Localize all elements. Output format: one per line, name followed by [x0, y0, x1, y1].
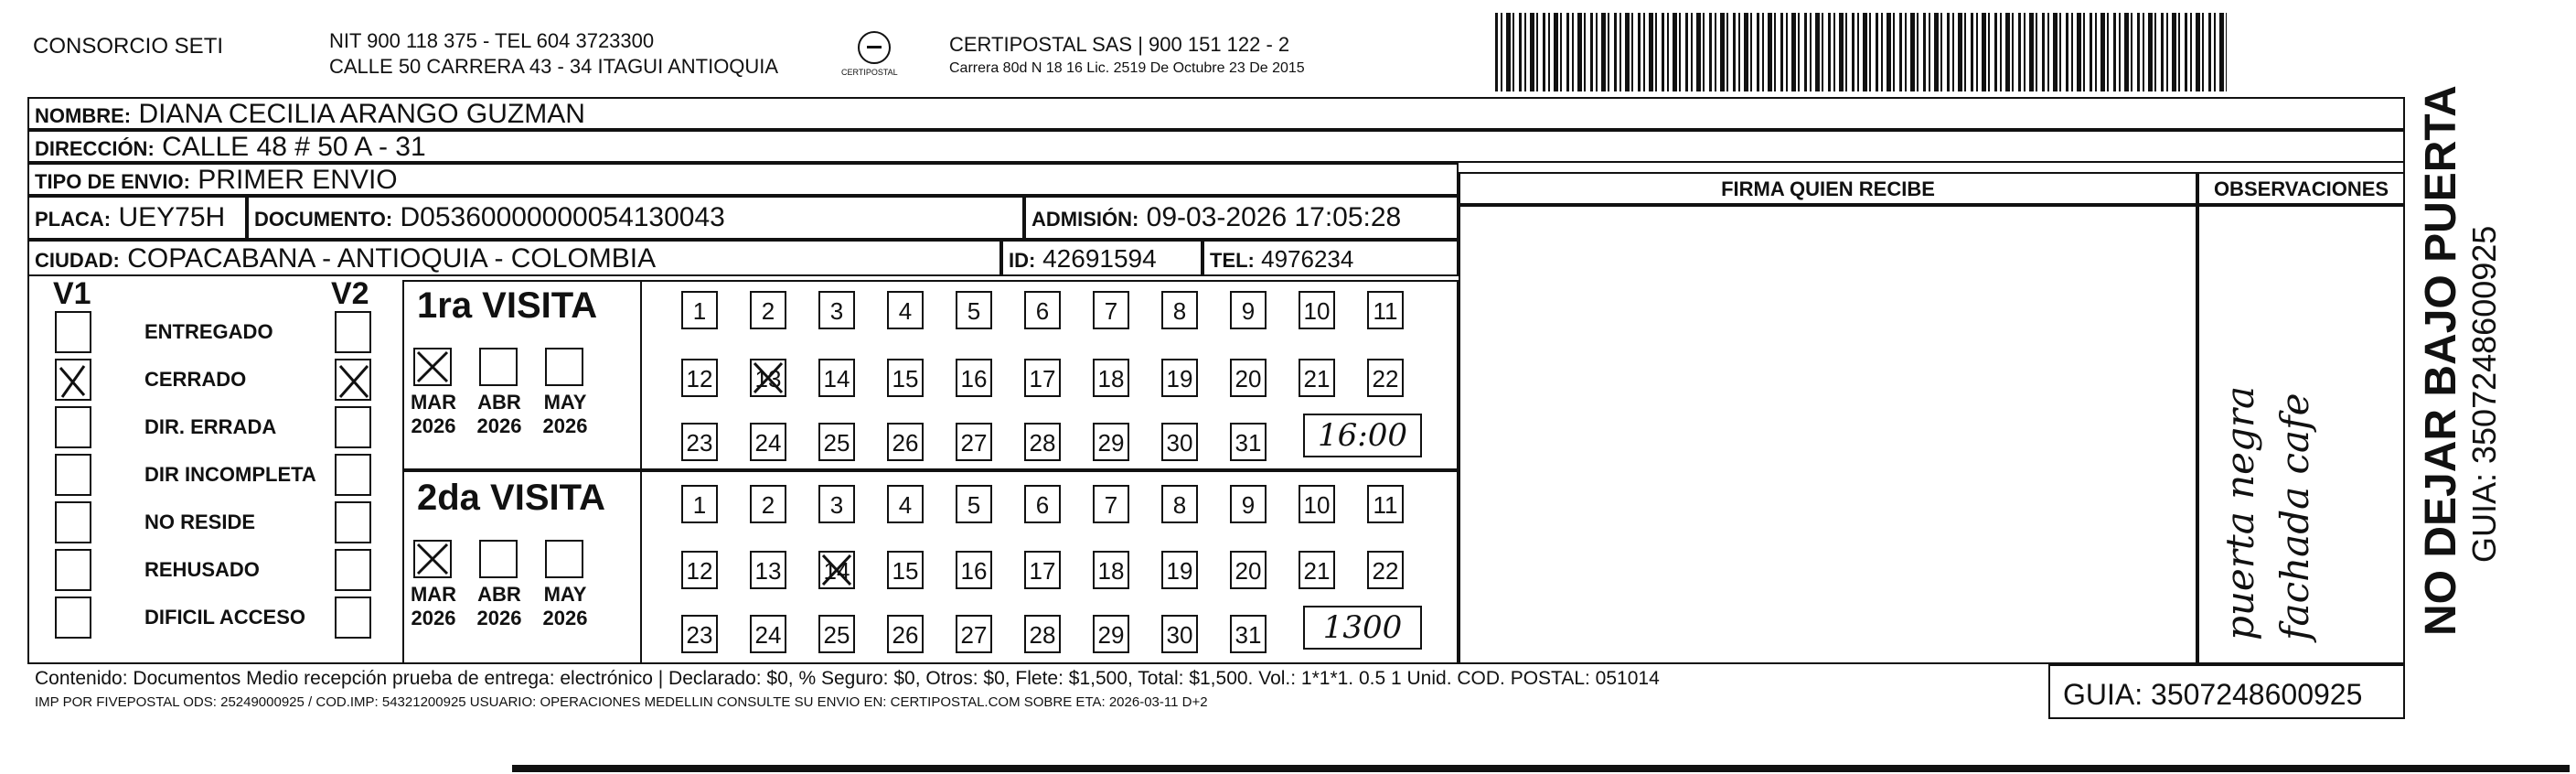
v1-checkbox[interactable] [55, 454, 91, 496]
cross-mark-icon [337, 360, 369, 399]
day-checkbox[interactable]: 3 [818, 291, 855, 329]
day-checkbox[interactable]: 5 [956, 291, 992, 329]
month-year: 2026 [476, 414, 522, 437]
month-year: 2026 [476, 607, 522, 629]
observation-note-1: puerta negra [2218, 385, 2262, 640]
day-checkbox[interactable]: 31 [1230, 423, 1267, 461]
bottom-edge [512, 765, 2570, 772]
status-label: DIR INCOMPLETA [144, 463, 316, 486]
month-label: MAR [410, 583, 457, 606]
day-checkbox[interactable]: 15 [887, 359, 924, 397]
v2-checkbox[interactable] [335, 359, 371, 401]
day-checkbox[interactable]: 26 [887, 423, 924, 461]
day-checkbox[interactable]: 2 [750, 291, 786, 329]
shipment-type: PRIMER ENVIO [198, 165, 398, 195]
day-checkbox[interactable]: 24 [750, 423, 786, 461]
second-visit-title: 2da VISITA [417, 478, 605, 518]
v1-checkbox[interactable] [55, 549, 91, 591]
recipient-name: DIANA CECILIA ARANGO GUZMAN [138, 99, 585, 129]
v2-checkbox[interactable] [335, 454, 371, 496]
id-label: ID: [1009, 249, 1036, 272]
day-checkbox[interactable]: 4 [887, 291, 924, 329]
day-checkbox[interactable]: 8 [1161, 485, 1198, 523]
status-label: NO RESIDE [144, 511, 256, 533]
day-checkbox[interactable]: 7 [1093, 485, 1129, 523]
day-checkbox[interactable]: 1 [681, 485, 718, 523]
day-checkbox[interactable]: 27 [956, 423, 992, 461]
day-checkbox[interactable]: 8 [1161, 291, 1198, 329]
signature-area [1459, 205, 2197, 664]
month-label: ABR [477, 583, 521, 606]
id-cell [1001, 240, 1202, 276]
document-cell [247, 196, 1024, 240]
month-label: ABR [477, 391, 521, 414]
cross-mark-icon [57, 360, 90, 399]
day-checkbox[interactable]: 29 [1093, 615, 1129, 653]
document-label: DOCUMENTO: [254, 208, 393, 231]
day-checkbox[interactable]: 23 [681, 423, 718, 461]
day-checkbox[interactable]: 6 [1024, 485, 1061, 523]
first-visit-time: 16:00 [1303, 414, 1422, 457]
day-checkbox[interactable]: 7 [1093, 291, 1129, 329]
logo-text: CERTIPOSTAL [841, 68, 898, 77]
second-visit-time: 1300 [1303, 606, 1422, 650]
status-label: REHUSADO [144, 558, 260, 581]
day-checkbox[interactable]: 15 [887, 551, 924, 589]
observation-note-2: fachada cafe [2272, 392, 2317, 640]
v1-label: V1 [53, 276, 91, 311]
id-value: 42691594 [1042, 244, 1157, 273]
day-checkbox[interactable]: 13 [750, 359, 786, 397]
certipostal-line: CERTIPOSTAL SAS | 900 151 122 - 2 [949, 33, 1290, 56]
v2-checkbox[interactable] [335, 549, 371, 591]
month-label: MAY [543, 391, 587, 414]
day-checkbox[interactable]: 6 [1024, 291, 1061, 329]
month-year: 2026 [542, 607, 588, 629]
admission-value: 09-03-2026 17:05:28 [1146, 202, 1402, 232]
day-checkbox[interactable]: 20 [1230, 551, 1267, 589]
day-checkbox[interactable]: 19 [1161, 551, 1198, 589]
v2-checkbox[interactable] [335, 406, 371, 448]
v2-checkbox[interactable] [335, 311, 371, 353]
month-checkbox[interactable] [413, 540, 452, 578]
day-checkbox[interactable]: 14 [818, 359, 855, 397]
day-checkbox[interactable]: 27 [956, 615, 992, 653]
day-checkbox[interactable]: 25 [818, 423, 855, 461]
footer-line-2: IMP POR FIVEPOSTAL ODS: 25249000925 / COD.IMP: 54321200925 USUARIO: OPERACIONES MEDELLIN CONSULTE SU ENVIO EN: CERTIPOSTAL.COM SOBRE ETA: 2026-03-11 D+2 [35, 694, 1208, 710]
day-checkbox[interactable]: 10 [1299, 291, 1335, 329]
status-label: ENTREGADO [144, 320, 273, 343]
month-year: 2026 [542, 414, 588, 437]
day-checkbox[interactable]: 26 [887, 615, 924, 653]
day-checkbox[interactable]: 19 [1161, 359, 1198, 397]
status-label: DIR. ERRADA [144, 415, 277, 438]
day-cross-mark-icon [750, 359, 786, 402]
nit-line: NIT 900 118 375 - TEL 604 3723300 [329, 29, 655, 52]
day-checkbox[interactable]: 28 [1024, 615, 1061, 653]
signature-header: FIRMA QUIEN RECIBE [1459, 172, 2197, 205]
tel-label: TEL: [1210, 249, 1255, 272]
name-row [27, 97, 2405, 130]
city-label: CIUDAD: [35, 249, 120, 272]
plate-label: PLACA: [35, 208, 112, 231]
v1-checkbox[interactable] [55, 501, 91, 543]
month-label: MAR [410, 391, 457, 414]
license-line: Carrera 80d N 18 16 Lic. 2519 De Octubre 23 De 2015 [949, 60, 1305, 76]
v2-checkbox[interactable] [335, 501, 371, 543]
day-checkbox[interactable]: 18 [1093, 551, 1129, 589]
plate-value: UEY75H [118, 202, 226, 232]
month-checkbox[interactable] [545, 540, 583, 578]
name-label: NOMBRE: [35, 104, 132, 127]
day-checkbox[interactable]: 1 [681, 291, 718, 329]
side-guia: GUIA: 3507248600925 [2465, 225, 2503, 563]
day-checkbox[interactable]: 29 [1093, 423, 1129, 461]
plate-cell [27, 196, 247, 240]
city-value: COPACABANA - ANTIOQUIA - COLOMBIA [127, 243, 657, 274]
v2-checkbox[interactable] [335, 597, 371, 639]
address-row [27, 130, 2405, 163]
company-name: CONSORCIO SETI [33, 34, 224, 59]
day-checkbox[interactable]: 11 [1367, 291, 1404, 329]
day-checkbox[interactable]: 2 [750, 485, 786, 523]
status-label: CERRADO [144, 368, 247, 391]
admission-label: ADMISIÓN: [1031, 208, 1139, 231]
day-checkbox[interactable]: 13 [750, 551, 786, 589]
day-checkbox[interactable]: 25 [818, 615, 855, 653]
v2-label: V2 [331, 276, 369, 311]
day-checkbox[interactable]: 30 [1161, 615, 1198, 653]
v1-checkbox[interactable] [55, 359, 91, 401]
address-line: CALLE 50 CARRERA 43 - 34 ITAGUI ANTIOQUIA [329, 55, 779, 78]
day-checkbox[interactable]: 16 [956, 551, 992, 589]
footer-line-1: Contenido: Documentos Medio recepción prueba de entrega: electrónico | Declarado: $0, % Seguro: $0, Otros: $0, Flete: $1,500, Total: $1,500. Vol.: 1*1*1. 0.5 1 Unid. COD. POSTAL: 051014 [35, 668, 1660, 689]
type-label: TIPO DE ENVIO: [35, 170, 190, 193]
certipostal-logo-icon [858, 31, 891, 64]
month-checkbox[interactable] [545, 348, 583, 386]
month-year: 2026 [411, 607, 456, 629]
admission-cell [1024, 196, 1459, 240]
day-checkbox[interactable]: 28 [1024, 423, 1061, 461]
document-value: D05360000000054130043 [400, 202, 725, 232]
day-checkbox[interactable]: 17 [1024, 359, 1061, 397]
day-checkbox[interactable]: 30 [1161, 423, 1198, 461]
day-checkbox[interactable]: 21 [1299, 551, 1335, 589]
month-checkbox[interactable] [479, 540, 518, 578]
day-checkbox[interactable]: 3 [818, 485, 855, 523]
day-checkbox[interactable]: 22 [1367, 551, 1404, 589]
status-label: DIFICIL ACCESO [144, 606, 306, 629]
address-label: DIRECCIÓN: [35, 137, 155, 160]
day-checkbox[interactable]: 12 [681, 359, 718, 397]
v1-checkbox[interactable] [55, 311, 91, 353]
v1-checkbox[interactable] [55, 597, 91, 639]
day-checkbox[interactable]: 4 [887, 485, 924, 523]
month-year: 2026 [411, 414, 456, 437]
day-checkbox[interactable]: 31 [1230, 615, 1267, 653]
day-checkbox[interactable]: 16 [956, 359, 992, 397]
day-checkbox[interactable]: 5 [956, 485, 992, 523]
day-checkbox[interactable]: 11 [1367, 485, 1404, 523]
observations-header: OBSERVACIONES [2197, 172, 2405, 205]
month-label: MAY [543, 583, 587, 606]
first-visit-title: 1ra VISITA [417, 285, 598, 326]
day-checkbox[interactable]: 9 [1230, 485, 1267, 523]
recipient-address: CALLE 48 # 50 A - 31 [162, 132, 426, 162]
day-checkbox[interactable]: 9 [1230, 291, 1267, 329]
tel-value: 4976234 [1261, 245, 1354, 273]
day-checkbox[interactable]: 22 [1367, 359, 1404, 397]
day-checkbox[interactable]: 23 [681, 615, 718, 653]
footer-guia: GUIA: 3507248600925 [2063, 678, 2363, 711]
day-checkbox[interactable]: 24 [750, 615, 786, 653]
tel-cell [1202, 240, 1459, 276]
day-checkbox[interactable]: 17 [1024, 551, 1061, 589]
city-cell [27, 240, 1001, 276]
day-checkbox[interactable]: 14 [818, 551, 855, 589]
day-checkbox[interactable]: 20 [1230, 359, 1267, 397]
day-checkbox[interactable]: 12 [681, 551, 718, 589]
cross-mark-icon [415, 542, 450, 576]
day-checkbox[interactable]: 10 [1299, 485, 1335, 523]
barcode [1495, 13, 2227, 91]
cross-mark-icon [415, 349, 450, 384]
day-cross-mark-icon [818, 551, 855, 594]
type-row [27, 163, 1459, 196]
day-checkbox[interactable]: 21 [1299, 359, 1335, 397]
month-checkbox[interactable] [413, 348, 452, 386]
v1-checkbox[interactable] [55, 406, 91, 448]
month-checkbox[interactable] [479, 348, 518, 386]
side-warning: NO DEJAR BAJO PUERTA [2417, 85, 2465, 636]
day-checkbox[interactable]: 18 [1093, 359, 1129, 397]
